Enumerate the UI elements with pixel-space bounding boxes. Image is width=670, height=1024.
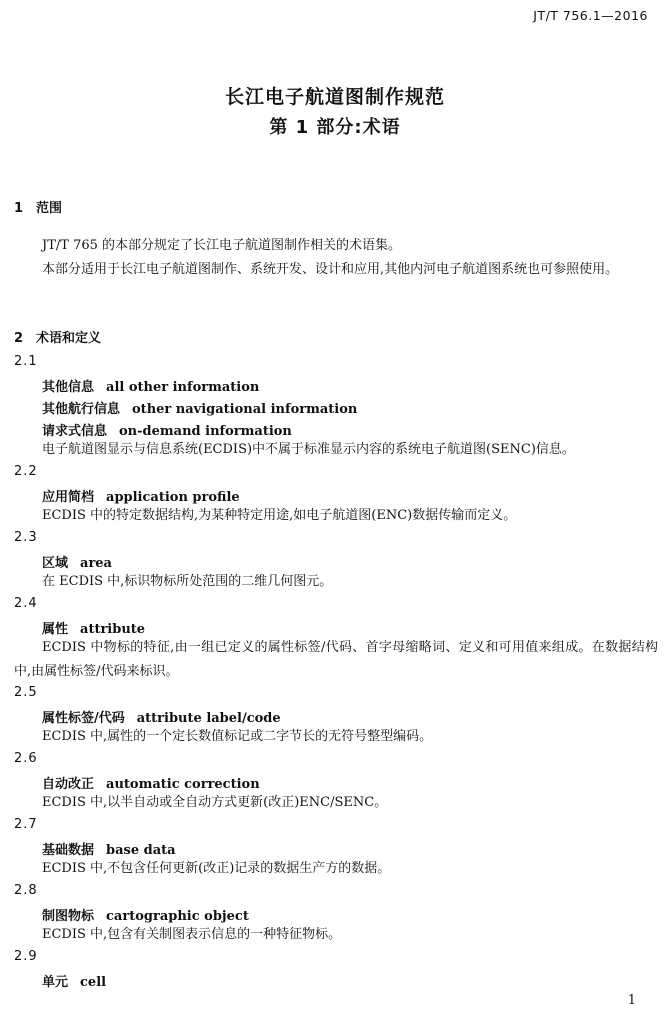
- term-entry: [42, 552, 112, 571]
- document-subtitle: 第 1 部分:术语: [269, 117, 401, 138]
- clause-number: 2.4: [14, 596, 38, 611]
- term-chinese: 其他信息: [42, 380, 95, 395]
- term-definition: 电子航道图显示与信息系统(ECDIS)中不属于标准显示内容的系统电子航道图(SENC)信息。: [42, 442, 575, 457]
- term-entry: [42, 971, 106, 990]
- clause-number: 2.8: [14, 883, 38, 898]
- term-chinese: 制图物标: [42, 909, 95, 924]
- term-definition: ECDIS 中,不包含任何更新(改正)记录的数据生产方的数据。: [42, 861, 391, 876]
- term-chinese: 其他航行信息: [42, 402, 121, 417]
- scope-paragraph-2: 本部分适用于长江电子航道图制作、系统开发、设计和应用,其他内河电子航道图系统也可参照使用。: [42, 262, 619, 277]
- term-definition: ECDIS 中的特定数据结构,为某种特定用途,如电子航道图(ENC)数据传输而定义。: [42, 508, 517, 523]
- term-entry: [42, 839, 176, 858]
- clause-number: 2.7: [14, 817, 38, 832]
- term-english: on-demand information: [119, 424, 292, 439]
- term-definition: ECDIS 中,包含有关制图表示信息的一种特征物标。: [42, 927, 342, 942]
- term-entry: [42, 618, 145, 637]
- term-english: other navigational information: [132, 402, 358, 417]
- term-chinese: 请求式信息: [42, 424, 108, 439]
- clause-number: 2.1: [14, 354, 38, 369]
- term-definition: ECDIS 中,属性的一个定长数值标记或二字节长的无符号整型编码。: [42, 729, 433, 744]
- term-entry: [42, 398, 357, 417]
- term-english: application profile: [106, 490, 240, 505]
- term-chinese: 单元: [42, 975, 69, 990]
- term-chinese: 应用简档: [42, 490, 95, 505]
- section-2-heading: [14, 327, 101, 346]
- scope-paragraph-1: JT/T 765 的本部分规定了长江电子航道图制作相关的术语集。: [42, 238, 402, 253]
- term-chinese: 区域: [42, 556, 69, 571]
- term-english: all other information: [106, 380, 260, 395]
- term-chinese: 属性标签/代码: [42, 711, 125, 726]
- term-english: attribute label/code: [136, 711, 281, 726]
- clause-number: 2.3: [14, 530, 38, 545]
- term-definition: ECDIS 中物标的特征,由一组已定义的属性标签/代码、首字母缩略词、定义和可用值来组成。在数据结构中,由属性标签/代码来标识。: [14, 640, 658, 679]
- document-title: 长江电子航道图制作规范: [224, 86, 445, 108]
- clause-number: 2.5: [14, 685, 38, 700]
- section-title: 术语和定义: [36, 331, 102, 346]
- term-chinese: 属性: [42, 622, 69, 637]
- term-entry: [42, 420, 292, 439]
- section-number: 1: [14, 201, 24, 216]
- term-entry: [42, 707, 281, 726]
- term-english: cell: [80, 975, 107, 990]
- page-number: 1: [627, 993, 636, 1008]
- section-number: 2: [14, 331, 24, 346]
- term-english: automatic correction: [106, 777, 260, 792]
- clause-number: 2.9: [14, 949, 38, 964]
- section-1-heading: [14, 197, 62, 216]
- clause-number: 2.2: [14, 464, 38, 479]
- clause-number: 2.6: [14, 751, 38, 766]
- term-entry: [42, 376, 259, 395]
- term-chinese: 自动改正: [42, 777, 95, 792]
- term-english: cartographic object: [106, 909, 249, 924]
- term-chinese: 基础数据: [42, 843, 95, 858]
- term-entry: [42, 905, 249, 924]
- term-entry: [42, 486, 240, 505]
- term-english: area: [80, 556, 112, 571]
- section-title: 范围: [36, 201, 63, 216]
- term-entry: [42, 773, 260, 792]
- standard-code: JT/T 756.1—2016: [533, 8, 648, 23]
- term-english: attribute: [80, 622, 146, 637]
- term-definition: 在 ECDIS 中,标识物标所处范围的二维几何图元。: [42, 574, 333, 589]
- term-english: base data: [106, 843, 176, 858]
- term-definition: ECDIS 中,以半自动或全自动方式更新(改正)ENC/SENC。: [42, 795, 388, 810]
